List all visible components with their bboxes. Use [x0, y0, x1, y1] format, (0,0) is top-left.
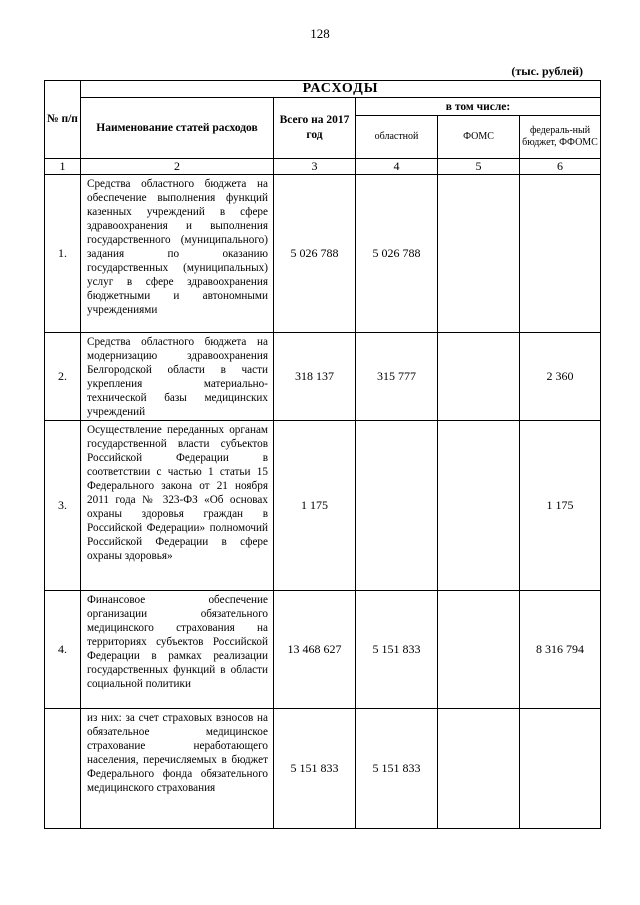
header-name: Наименование статей расходов — [81, 98, 274, 159]
header-regional: областной — [356, 116, 438, 159]
header-num: № п/п — [45, 81, 81, 159]
row-foms — [438, 709, 520, 829]
row-federal: 8 316 794 — [520, 591, 601, 709]
row-total: 1 175 — [274, 421, 356, 591]
expenses-table — [44, 80, 601, 829]
row-federal — [520, 175, 601, 333]
row-regional: 315 777 — [356, 333, 438, 421]
row-federal: 1 175 — [520, 421, 601, 591]
row-name: Осуществление переданных органам государственной власти субъектов Российской Федерации в соответствии с частью 1 статьи 15 Федерального закона от 21 ноября 2011 года № 323-ФЗ «Об основах охраны здоровья граждан в Российской Федерации» полномочий Российской Федерации в сфере охраны здоровья» — [81, 421, 274, 591]
row-total: 318 137 — [274, 333, 356, 421]
row-regional: 5 151 833 — [356, 591, 438, 709]
row-name: Средства областного бюджета на обеспечение выполнения функций казенных учреждений в сфере здравоохранения и выполнения государственного (муниципального) задания по оказанию государственных (муниципальных) услуг в сфере здравоохранения бюджетными и автономными учреждениями — [81, 175, 274, 333]
row-name: из них: за счет страховых взносов на обязательное медицинское страхование неработающего населения, перечисляемых в бюджет Федерального фонда обязательного медицинского страхования — [81, 709, 274, 829]
column-number: 6 — [520, 159, 601, 175]
row-number: 3. — [45, 421, 81, 591]
row-regional — [356, 421, 438, 591]
table-row — [45, 591, 601, 709]
row-number — [45, 709, 81, 829]
row-foms — [438, 421, 520, 591]
header-total: Всего на 2017 год — [274, 98, 356, 159]
header-including: в том числе: — [356, 98, 601, 116]
row-name: Средства областного бюджета на модернизацию здравоохранения Белгородской области в части укрепления материально-технической базы медицинских учреждений — [81, 333, 274, 421]
header-federal: федераль-ный бюджет, ФФОМС — [520, 116, 601, 159]
table-row — [45, 175, 601, 333]
column-number: 4 — [356, 159, 438, 175]
column-numbers-row — [45, 159, 601, 175]
row-number: 4. — [45, 591, 81, 709]
row-number: 2. — [45, 333, 81, 421]
row-total: 5 026 788 — [274, 175, 356, 333]
row-federal — [520, 709, 601, 829]
row-regional: 5 026 788 — [356, 175, 438, 333]
column-number: 2 — [81, 159, 274, 175]
row-foms — [438, 333, 520, 421]
row-regional: 5 151 833 — [356, 709, 438, 829]
table-row — [45, 709, 601, 829]
table-row — [45, 333, 601, 421]
row-total: 5 151 833 — [274, 709, 356, 829]
row-name: Финансовое обеспечение организации обязательного медицинского страхования на территориях субъектов Российской Федерации в рамках реализации государственных функций в области социальной политики — [81, 591, 274, 709]
column-number: 1 — [45, 159, 81, 175]
page-number: 128 — [310, 26, 330, 41]
row-foms — [438, 591, 520, 709]
column-number: 5 — [438, 159, 520, 175]
row-number: 1. — [45, 175, 81, 333]
row-federal: 2 360 — [520, 333, 601, 421]
column-number: 3 — [274, 159, 356, 175]
table-row — [45, 421, 601, 591]
header-expenses: РАСХОДЫ — [81, 81, 601, 98]
header-foms: ФОМС — [438, 116, 520, 159]
units-label: (тыс. рублей) — [511, 64, 583, 78]
row-total: 13 468 627 — [274, 591, 356, 709]
row-foms — [438, 175, 520, 333]
